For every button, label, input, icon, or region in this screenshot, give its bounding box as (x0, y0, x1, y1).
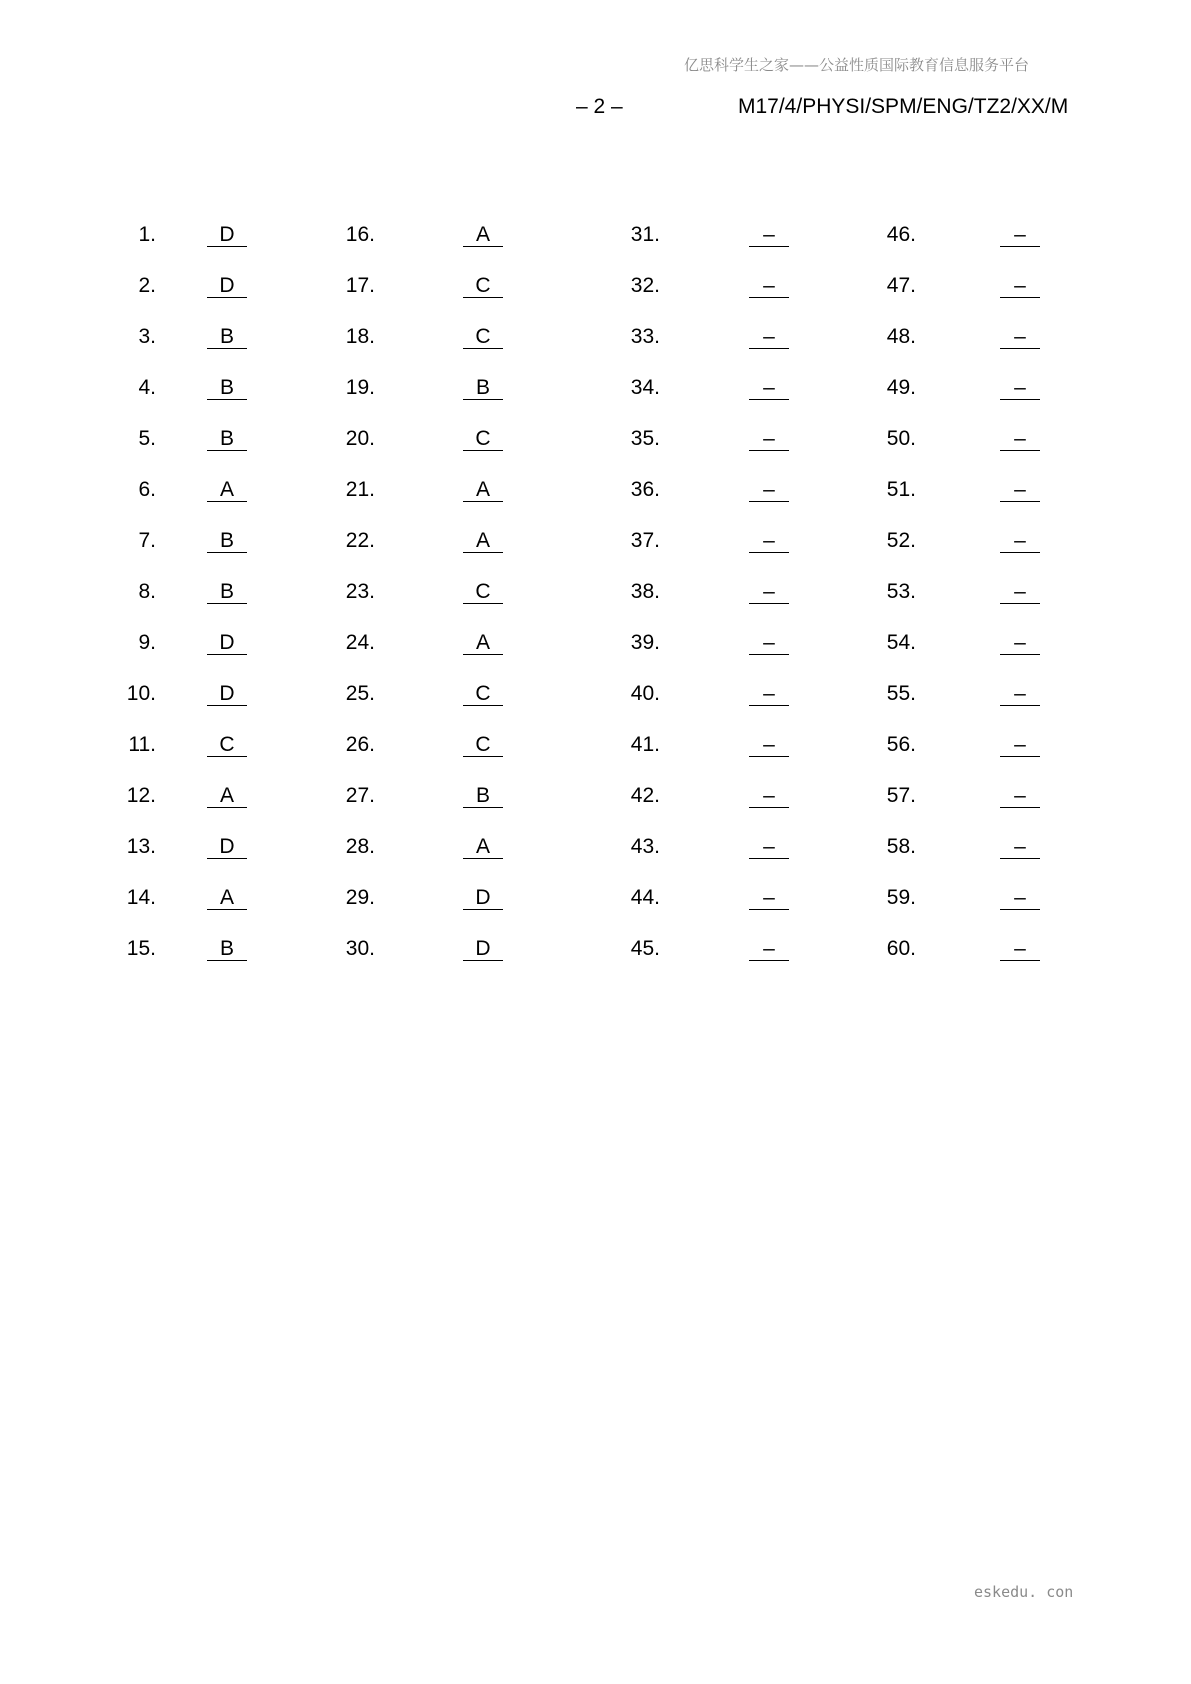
answer-value: – (749, 733, 789, 757)
question-number: 12. (126, 784, 156, 807)
question-number: 39. (630, 631, 660, 654)
answer-value: D (207, 223, 247, 247)
question-number: 13. (126, 835, 156, 858)
answer-value: A (463, 478, 503, 502)
question-number: 48. (886, 325, 916, 348)
question-number: 52. (886, 529, 916, 552)
question-number: 40. (630, 682, 660, 705)
question-number: 56. (886, 733, 916, 756)
question-number: 24. (345, 631, 375, 654)
question-number: 35. (630, 427, 660, 450)
question-number: 14. (126, 886, 156, 909)
answer-value: D (207, 274, 247, 298)
question-number: 5. (138, 427, 156, 450)
answer-value: C (463, 580, 503, 604)
answer-value: – (1000, 529, 1040, 553)
answer-value: – (749, 682, 789, 706)
answer-value: A (207, 784, 247, 808)
answer-value: – (749, 886, 789, 910)
question-number: 7. (138, 529, 156, 552)
question-number: 6. (138, 478, 156, 501)
question-number: 36. (630, 478, 660, 501)
answer-value: – (749, 937, 789, 961)
answer-value: B (207, 325, 247, 349)
answer-value: – (1000, 376, 1040, 400)
question-number: 10. (126, 682, 156, 705)
question-number: 23. (345, 580, 375, 603)
answer-value: B (207, 376, 247, 400)
answer-value: – (749, 223, 789, 247)
question-number: 15. (126, 937, 156, 960)
question-number: 2. (138, 274, 156, 297)
answer-value: A (463, 835, 503, 859)
answer-value: – (1000, 631, 1040, 655)
answer-value: – (1000, 733, 1040, 757)
answer-value: – (1000, 478, 1040, 502)
question-number: 9. (138, 631, 156, 654)
answer-value: – (749, 835, 789, 859)
answer-value: – (749, 580, 789, 604)
answer-value: A (207, 478, 247, 502)
answer-value: – (1000, 784, 1040, 808)
answer-value: – (1000, 835, 1040, 859)
answer-value: A (207, 886, 247, 910)
question-number: 44. (630, 886, 660, 909)
question-number: 4. (138, 376, 156, 399)
question-number: 57. (886, 784, 916, 807)
answer-value: B (207, 529, 247, 553)
question-number: 50. (886, 427, 916, 450)
answer-value: A (463, 631, 503, 655)
answer-value: C (463, 682, 503, 706)
question-number: 26. (345, 733, 375, 756)
answer-value: B (463, 784, 503, 808)
answer-value: – (749, 376, 789, 400)
question-number: 28. (345, 835, 375, 858)
question-number: 59. (886, 886, 916, 909)
question-number: 51. (886, 478, 916, 501)
question-number: 30. (345, 937, 375, 960)
question-number: 33. (630, 325, 660, 348)
question-number: 54. (886, 631, 916, 654)
answer-value: – (749, 784, 789, 808)
question-number: 16. (345, 223, 375, 246)
question-number: 21. (345, 478, 375, 501)
question-number: 49. (886, 376, 916, 399)
answer-value: A (463, 529, 503, 553)
answer-value: C (463, 427, 503, 451)
answer-value: D (463, 937, 503, 961)
answer-value: C (207, 733, 247, 757)
answer-value: D (463, 886, 503, 910)
answer-value: C (463, 733, 503, 757)
answer-value: – (1000, 427, 1040, 451)
answer-value: – (1000, 580, 1040, 604)
answer-value: – (749, 274, 789, 298)
answer-value: D (207, 631, 247, 655)
answer-value: A (463, 223, 503, 247)
answer-value: – (749, 631, 789, 655)
question-number: 46. (886, 223, 916, 246)
question-number: 60. (886, 937, 916, 960)
answer-value: B (207, 937, 247, 961)
answer-value: C (463, 325, 503, 349)
answer-value: D (207, 835, 247, 859)
question-number: 17. (345, 274, 375, 297)
question-number: 32. (630, 274, 660, 297)
answer-value: – (1000, 325, 1040, 349)
answer-value: – (1000, 937, 1040, 961)
question-number: 47. (886, 274, 916, 297)
question-number: 43. (630, 835, 660, 858)
answer-value: B (207, 427, 247, 451)
exam-code: M17/4/PHYSI/SPM/ENG/TZ2/XX/M (738, 95, 1069, 118)
answer-value: – (1000, 682, 1040, 706)
question-number: 19. (345, 376, 375, 399)
question-number: 29. (345, 886, 375, 909)
answer-value: – (749, 427, 789, 451)
watermark-footer-text: eskedu. con (974, 1583, 1074, 1601)
question-number: 22. (345, 529, 375, 552)
question-number: 25. (345, 682, 375, 705)
question-number: 37. (630, 529, 660, 552)
answer-value: B (463, 376, 503, 400)
answer-value: – (749, 478, 789, 502)
answer-value: C (463, 274, 503, 298)
question-number: 53. (886, 580, 916, 603)
question-number: 41. (630, 733, 660, 756)
answer-value: – (1000, 274, 1040, 298)
question-number: 27. (345, 784, 375, 807)
question-number: 38. (630, 580, 660, 603)
answer-value: B (207, 580, 247, 604)
question-number: 3. (138, 325, 156, 348)
watermark-header-text: 亿思科学生之家——公益性质国际教育信息服务平台 (684, 56, 1030, 74)
answer-value: – (1000, 223, 1040, 247)
question-number: 20. (345, 427, 375, 450)
question-number: 18. (345, 325, 375, 348)
question-number: 1. (138, 223, 156, 246)
answer-value: – (1000, 886, 1040, 910)
page-number: – 2 – (576, 95, 623, 118)
question-number: 8. (138, 580, 156, 603)
question-number: 34. (630, 376, 660, 399)
question-number: 11. (128, 733, 156, 756)
question-number: 42. (630, 784, 660, 807)
question-number: 58. (886, 835, 916, 858)
answer-value: – (749, 325, 789, 349)
question-number: 55. (886, 682, 916, 705)
question-number: 45. (630, 937, 660, 960)
answer-value: – (749, 529, 789, 553)
question-number: 31. (630, 223, 660, 246)
answer-value: D (207, 682, 247, 706)
